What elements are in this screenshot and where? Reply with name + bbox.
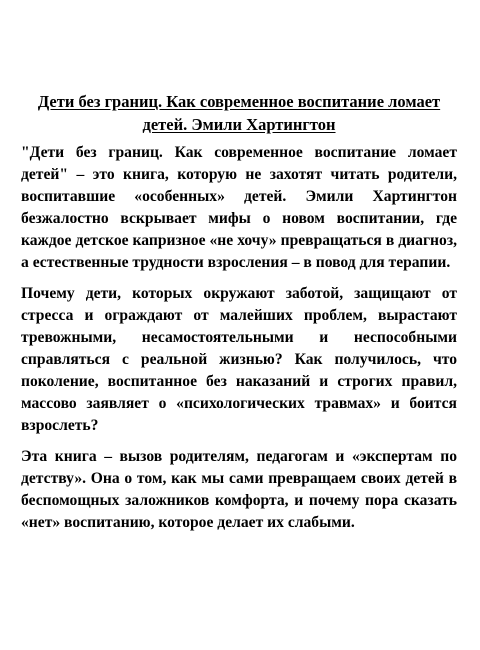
document-title: Дети без границ. Как современное воспитание ломает детей. Эмили Хартингтон bbox=[37, 92, 441, 134]
paragraph-3: Эта книга – вызов родителям, педагогам и «экспертам по детству». Она о том, как мы сами превращаем своих детей в беспомощных заложников комфорта, и почему пора сказать «нет» воспитанию, которое делает их слабыми. bbox=[21, 448, 457, 531]
paragraph-2: Почему дети, которых окружают заботой, защищают от стресса и ограждают от малейших проблем, вырастают тревожными, несамостоятельными и неспособными справляться с реальной жизнью? Как получилось, что поколение, воспитанное без наказаний и строгих правил, массово заявляет о «психологических травмах» и боится взрослеть? bbox=[21, 285, 457, 434]
document-page bbox=[21, 90, 457, 543]
paragraph-1: "Дети без границ. Как современное воспитание ломает детей" – это книга, которую не захотят читать родители, воспитавшие «особенных» детей. Эмили Хартингтон безжалостно вскрывает мифы о новом воспитании, где каждое детское капризное «не хочу» превращаться в диагноз, а естественные трудности взросления – в повод для терапии. bbox=[21, 144, 457, 271]
